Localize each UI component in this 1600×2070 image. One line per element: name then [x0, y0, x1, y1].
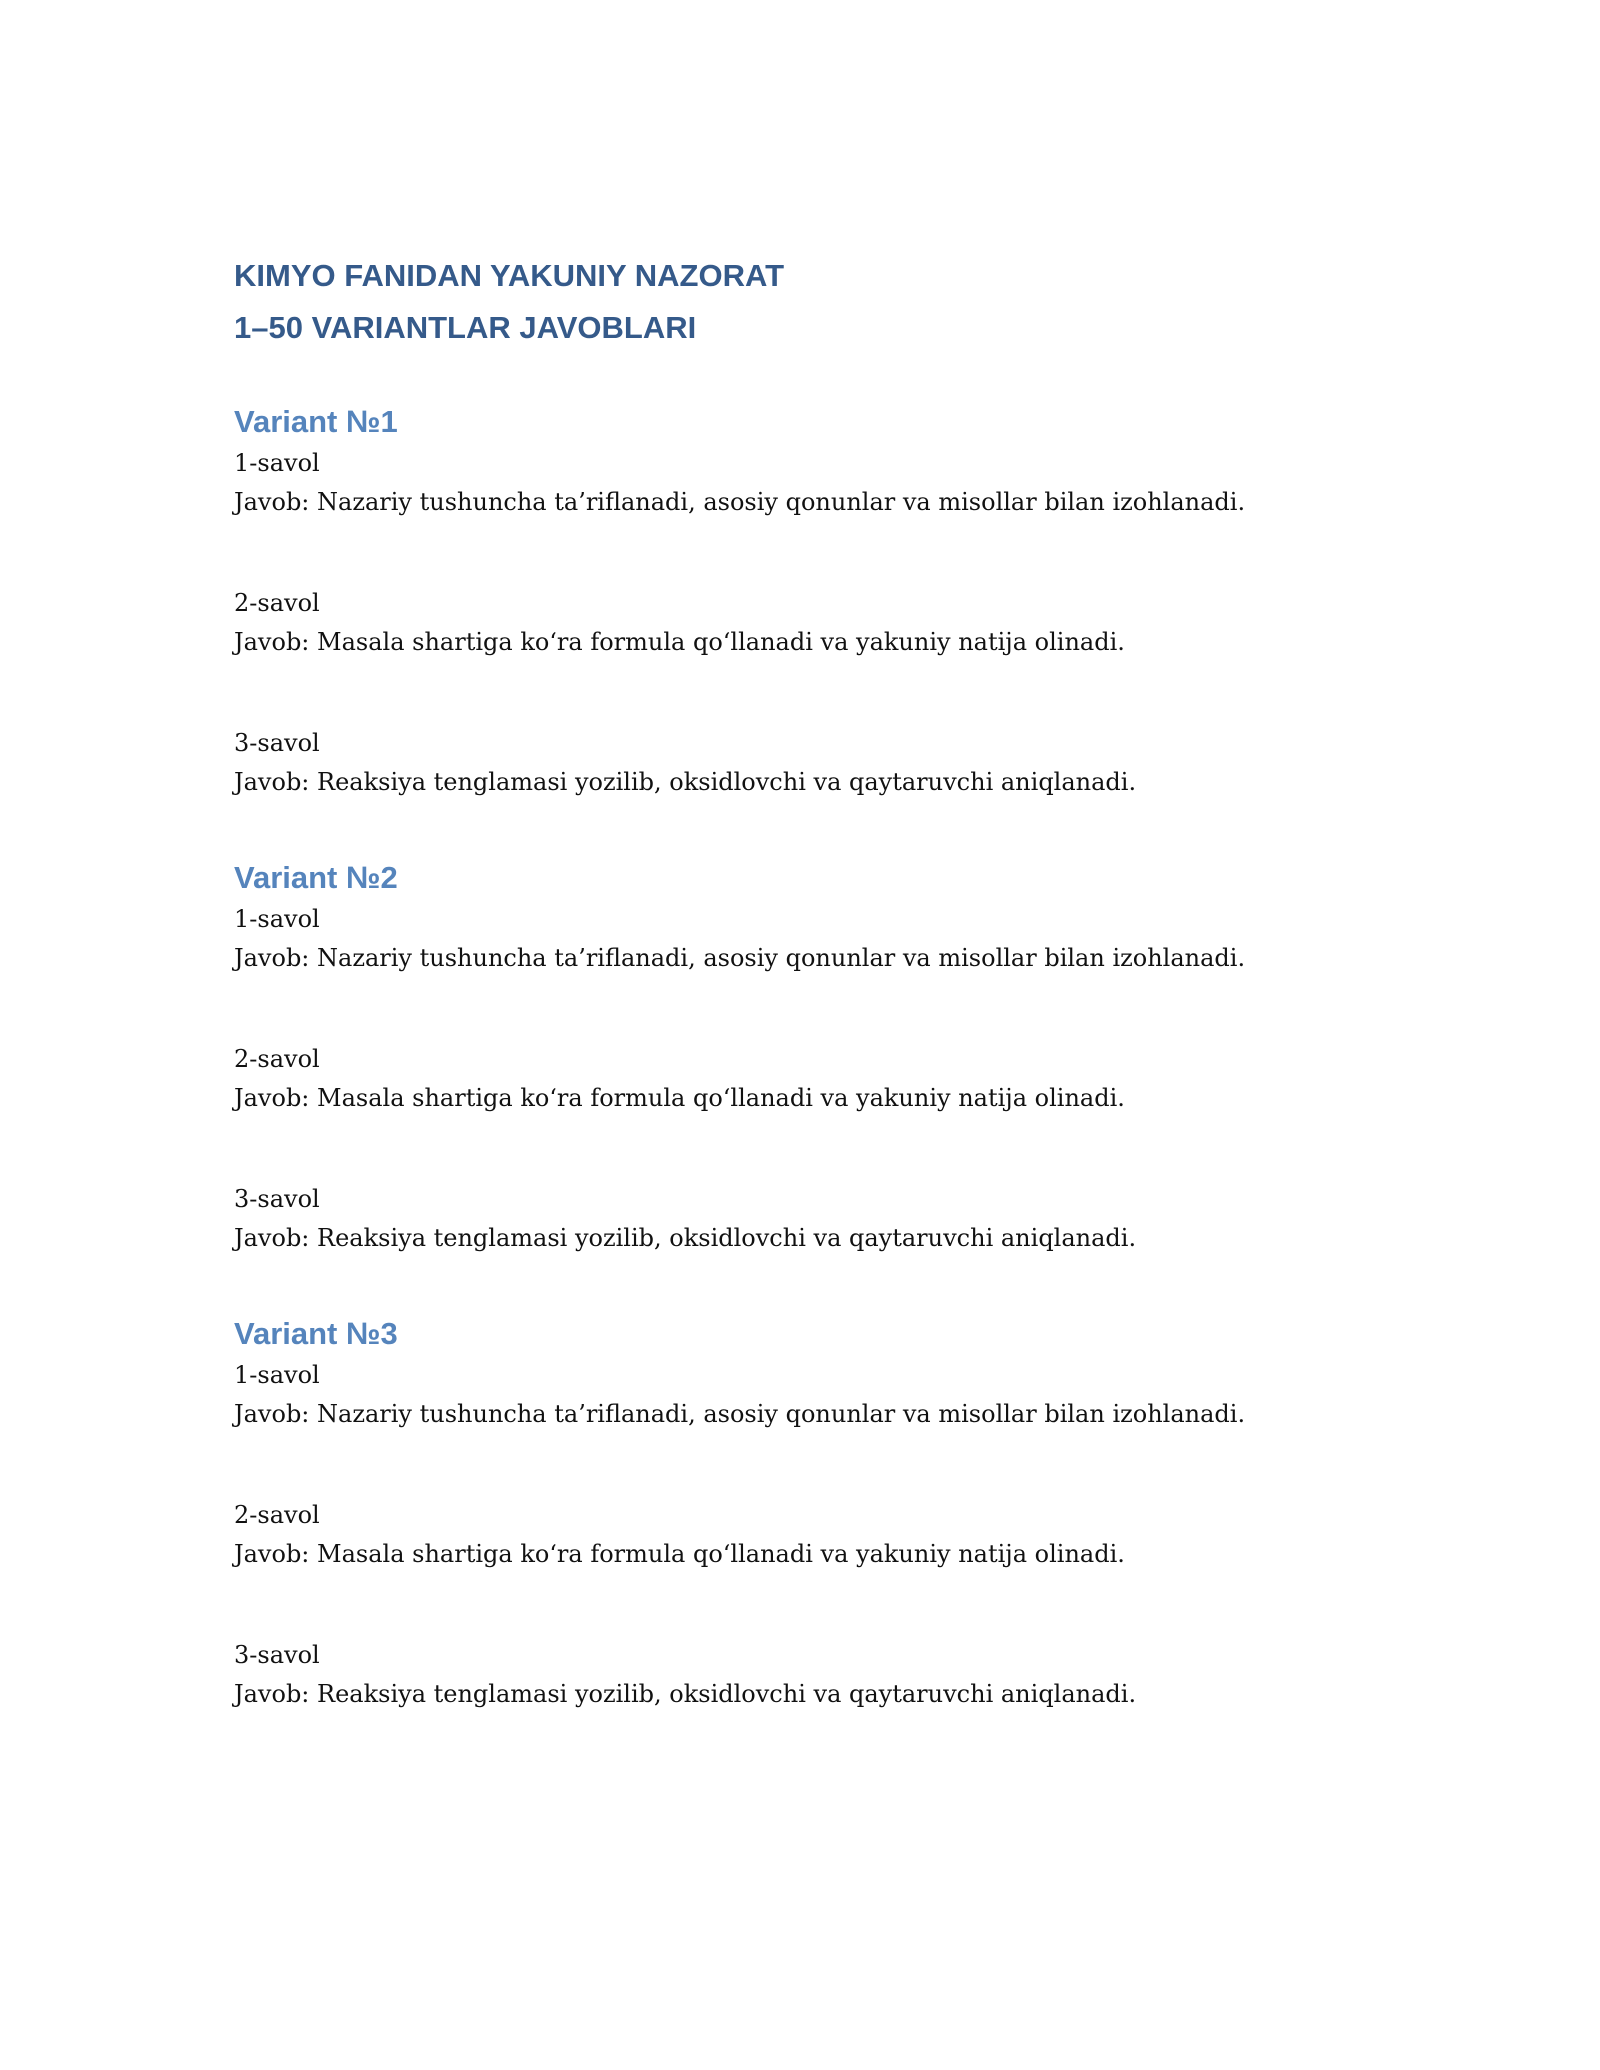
variant-section — [234, 400, 1364, 802]
question-block — [234, 900, 1364, 978]
document-body — [234, 250, 1364, 1714]
question-label: 1-savol — [234, 1361, 320, 1389]
question-label: 3-savol — [234, 729, 320, 757]
variant-heading: Variant №2 — [234, 860, 398, 895]
question-answer: Javob: Nazariy tushuncha ta’riflanadi, asosiy qonunlar va misollar bilan izohlanadi. — [234, 944, 1246, 972]
document-title-line-2: 1–50 VARIANTLAR JAVOBLARI — [234, 310, 697, 345]
variant-section — [234, 856, 1364, 1258]
document-title-line-1: KIMYO FANIDAN YAKUNIY NAZORAT — [234, 258, 785, 293]
question-block — [234, 724, 1364, 802]
question-label: 3-savol — [234, 1641, 320, 1669]
question-label: 2-savol — [234, 1501, 320, 1529]
question-block — [234, 1636, 1364, 1714]
question-answer: Javob: Reaksiya tenglamasi yozilib, oksidlovchi va qaytaruvchi aniqlanadi. — [234, 1224, 1137, 1252]
question-block — [234, 584, 1364, 662]
question-answer: Javob: Nazariy tushuncha ta’riflanadi, asosiy qonunlar va misollar bilan izohlanadi. — [234, 1400, 1246, 1428]
question-answer: Javob: Masala shartiga koʻra formula qoʻllanadi va yakuniy natija olinadi. — [234, 1084, 1125, 1112]
question-block — [234, 1496, 1364, 1574]
question-label: 1-savol — [234, 905, 320, 933]
question-block — [234, 1180, 1364, 1258]
variant-heading: Variant №1 — [234, 404, 398, 439]
question-label: 2-savol — [234, 589, 320, 617]
question-label: 1-savol — [234, 449, 320, 477]
question-block — [234, 1356, 1364, 1434]
question-block — [234, 1040, 1364, 1118]
question-label: 2-savol — [234, 1045, 320, 1073]
question-label: 3-savol — [234, 1185, 320, 1213]
question-answer: Javob: Masala shartiga koʻra formula qoʻllanadi va yakuniy natija olinadi. — [234, 1540, 1125, 1568]
variant-section — [234, 1312, 1364, 1714]
question-block — [234, 444, 1364, 522]
question-answer: Javob: Masala shartiga koʻra formula qoʻllanadi va yakuniy natija olinadi. — [234, 628, 1125, 656]
question-answer: Javob: Reaksiya tenglamasi yozilib, oksidlovchi va qaytaruvchi aniqlanadi. — [234, 768, 1137, 796]
variant-heading: Variant №3 — [234, 1316, 398, 1351]
question-answer: Javob: Reaksiya tenglamasi yozilib, oksidlovchi va qaytaruvchi aniqlanadi. — [234, 1680, 1137, 1708]
document-title — [234, 250, 1364, 354]
question-answer: Javob: Nazariy tushuncha ta’riflanadi, asosiy qonunlar va misollar bilan izohlanadi. — [234, 488, 1246, 516]
